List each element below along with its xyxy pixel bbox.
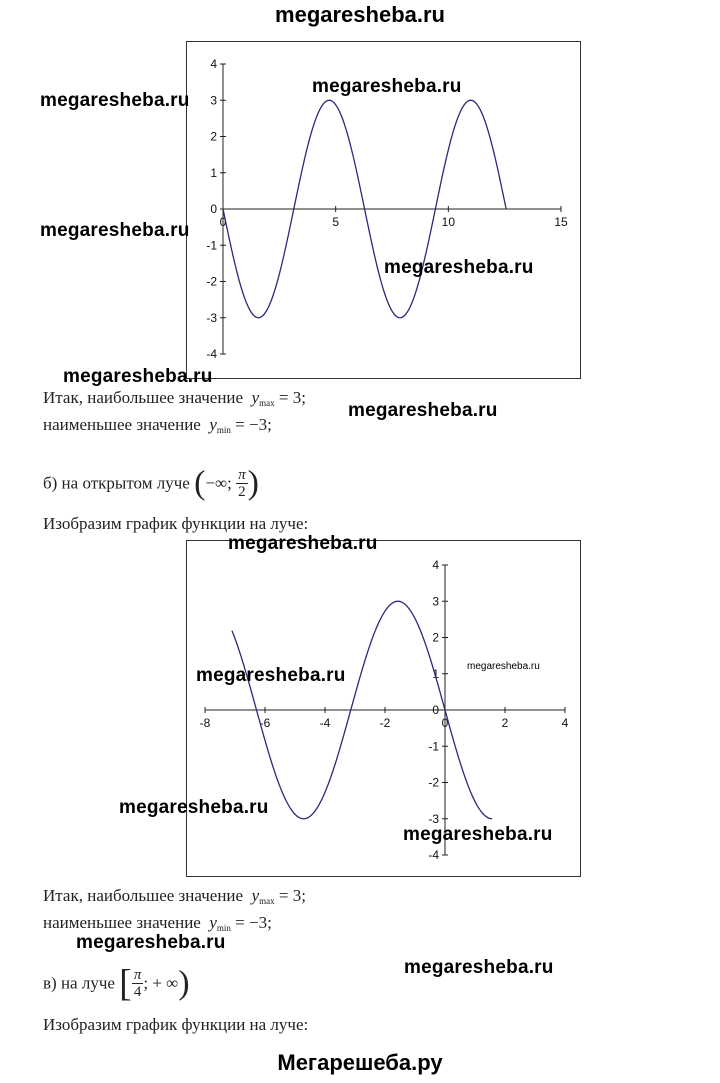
y-tick-label: -2	[428, 775, 439, 790]
x-tick-label: -6	[259, 716, 271, 730]
watermark: megaresheba.ru	[40, 90, 190, 111]
x-tick-label: -2	[379, 716, 391, 730]
y-tick-label: -4	[428, 848, 439, 862]
watermark: megaresheba.ru	[228, 533, 378, 554]
y-tick-label: -3	[206, 310, 217, 325]
y-tick-label: -1	[428, 739, 439, 754]
watermark: megaresheba.ru	[196, 665, 346, 686]
x-tick-label: -4	[319, 716, 331, 730]
footer-site: Мегарешеба.ру	[277, 1050, 443, 1075]
x-tick-label: 4	[561, 716, 569, 730]
y-tick-label: 0	[210, 202, 217, 216]
watermark: megaresheba.ru	[312, 76, 462, 97]
y-tick-label: -2	[206, 274, 217, 289]
watermark: megaresheba.ru	[404, 957, 554, 978]
conclusion-min-1: наименьшее значение $y_{min} = -3$;	[43, 415, 272, 435]
watermark: megaresheba.ru	[63, 366, 213, 387]
x-tick-label: 10	[441, 215, 456, 229]
y-tick-label: -1	[206, 238, 217, 253]
x-tick-label: 15	[554, 215, 568, 229]
x-tick-label: 2	[501, 716, 509, 730]
watermark: megaresheba.ru	[40, 220, 190, 241]
draw-graph-b: Изобразим график функции на луче:	[43, 514, 309, 533]
y-tick-label: -3	[428, 811, 439, 826]
watermark: megaresheba.ru	[76, 932, 226, 953]
watermark-small: megaresheba.ru	[467, 661, 540, 672]
y-tick-label: 1	[210, 165, 217, 180]
watermark: megaresheba.ru	[119, 797, 269, 818]
x-tick-label: 0	[441, 716, 449, 730]
conclusion-max-2: Итак, наибольшее значение $y_{max} = 3$;	[43, 886, 306, 906]
part-b-heading: б) на открытом луче (−∞; $\frac{\pi}{2}$ )	[43, 464, 259, 502]
draw-graph-v: Изобразим график функции на луче:	[43, 1015, 309, 1034]
part-v-heading: в) на луче [ $\frac{\pi}{4}$ ; + ∞)	[43, 962, 190, 1005]
y-tick-label: 2	[210, 129, 217, 144]
watermark: megaresheba.ru	[348, 400, 498, 421]
watermark: megaresheba.ru	[384, 257, 534, 278]
header-site: megaresheba.ru	[275, 2, 445, 27]
y-tick-label: 0	[432, 703, 439, 717]
y-tick-label: -4	[206, 347, 217, 361]
y-tick-label: 4	[432, 558, 439, 572]
x-tick-label: 0	[219, 215, 227, 229]
y-tick-label: 1	[432, 666, 439, 681]
y-tick-label: 3	[210, 93, 217, 108]
conclusion-min-2: наименьшее значение $y_{min} = -3$;	[43, 913, 272, 933]
x-tick-label: -8	[199, 716, 211, 730]
y-tick-label: 2	[432, 630, 439, 645]
watermark: megaresheba.ru	[403, 824, 553, 845]
y-tick-label: 3	[432, 594, 439, 609]
y-tick-label: 4	[210, 57, 217, 71]
conclusion-max-1: Итак, наибольшее значение $y_{max} = 3$;	[43, 388, 306, 408]
x-tick-label: 5	[332, 215, 340, 229]
